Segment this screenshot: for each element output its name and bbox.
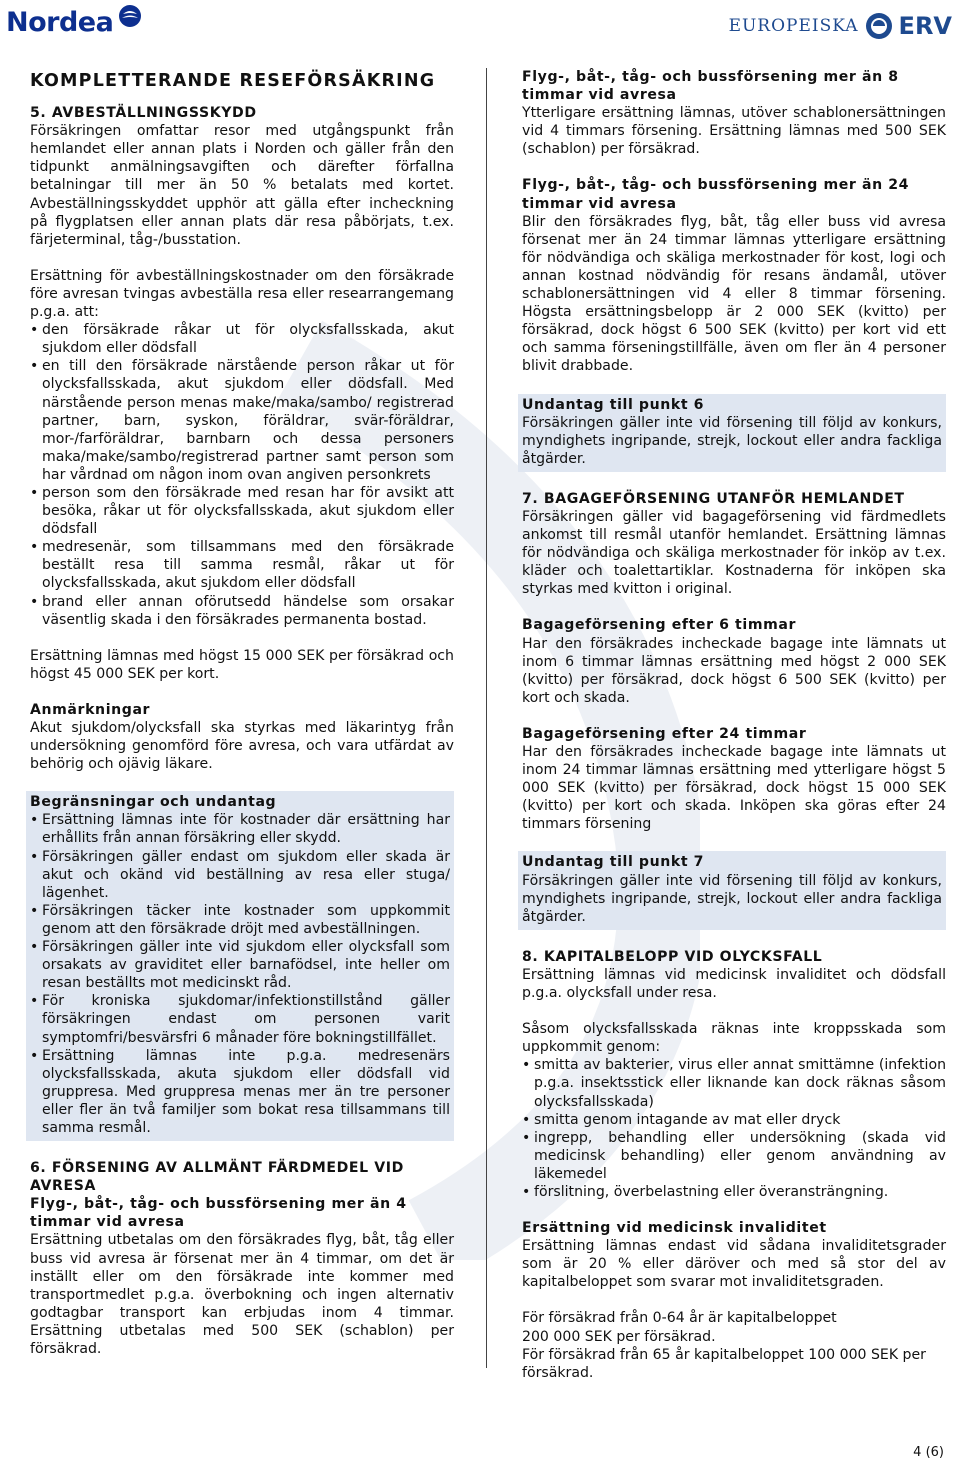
section-8-list (522, 1056, 946, 1201)
limitations-heading: Begränsningar och undantag (30, 794, 277, 811)
section-6-subheading: Flyg-, båt-, tåg- och bussförsening mer än 4 timmar vid avresa (30, 1196, 407, 1231)
capital-line-3: För försäkrad från 65 år kapitalbeloppet 100 000 SEK per försäkrad. (522, 1346, 926, 1381)
exception-6-heading: Undantag till punkt 6 (522, 396, 705, 413)
baggage-24h-text: Har den försäkrades incheckade bagage inte lämnats ut inom 24 timmar lämnas ersättning med ytterligare högst 5 000 SEK (kvitto) per försäkrad, dock högst 15 000 SEK (kvitto) per kort och skada. Inköpen ska göras efter 24 timmars försening (522, 744, 946, 833)
section-5-intro: Försäkringen omfattar resor med utgångspunkt från hemlandet eller annan plats i Norden och gäller från den tidpunkt anmälningsavgiften och därefter förfallna betalningar till mer än 50 % betalats med kortet. Avbeställningsskyddet upphör att gälla efter incheckning på flygplatsen eller annan plats där resa påbörjats, t.ex. färjeterminal, tåg-/busstation. (30, 123, 454, 248)
section-8-heading: 8. KAPITALBELOPP VID OLYCKSFALL (522, 948, 823, 965)
list-item: • smitta av bakterier, virus eller annat smittämne (infektion p.g.a. insektsstick eller liknande kan dock räknas såsom olycksfallsskada) (522, 1056, 946, 1110)
section-5-list (30, 321, 454, 629)
exception-7-heading: Undantag till punkt 7 (522, 854, 705, 871)
delay-24h-text: Blir den försäkrades flyg, båt, tåg eller buss vid avresa försenat mer än 24 timmar lämnas ytterligare ersättning för nödvändiga och skäliga merkostnader för kost, logi och annan kostnad nödvändig för resans ändamål, utöver schablonersättningen vid 4 eller 8 timmar försening. Högsta ersättningsbelopp är 2 000 SEK (kvitto) per försäkrad, dock högst 6 500 SEK (kvitto) per kort vid ett och samma förseningstillfälle, även om fler än 4 personer blivit drabbade. (522, 213, 946, 375)
erv-wordmark-left: EUROPEISKA (728, 15, 859, 36)
exception-6-text: Försäkringen gäller inte vid försening till följd av konkurs, myndighets ingripande, strejk, lockout eller andra fackliga åtgärder. (522, 414, 942, 467)
section-8-exclusions-intro: Såsom olycksfallsskada räknas inte kroppsskada som uppkommit genom: (522, 1021, 946, 1056)
section-5-heading: 5. AVBESTÄLLNINGSSKYDD (30, 105, 257, 122)
section-6-heading: 6. FÖRSENING AV ALLMÄNT FÄRDMEDEL VID AVRESA (30, 1160, 404, 1195)
list-item: • brand eller annan oförutsedd händelse som orsakar väsentlig skada i den försäkrades permanenta bostad. (30, 593, 454, 629)
section-6-text: Ersättning utbetalas om den försäkrades flyg, båt, tåg eller buss vid avresa är försenat mer än 4 timmar, om det är inställt eller om den försäkrade inte kommer med transportmedlet p.g.a. överbokning och ingen alternativ godtagbar transport kan erbjudas inom 4 timmar. Ersättning utbetalas med 500 SEK (schablon) per försäkrad. (30, 1232, 454, 1357)
list-item: • förslitning, överbelastning eller överansträngning. (522, 1183, 946, 1201)
page-number: 4 (6) (913, 1445, 944, 1460)
baggage-6h-heading: Bagageförsening efter 6 timmar (522, 617, 797, 634)
capital-line-2: 200 000 SEK per försäkrad. (522, 1328, 716, 1345)
nordea-globe-icon (117, 3, 143, 29)
limitations-box (26, 791, 454, 1141)
remarks-text: Akut sjukdom/olycksfall ska styrkas med läkarintyg från undersökning genomförd före avresa, och vara utfärdat av behörig och ojävig läkare. (30, 720, 454, 773)
list-item: • den försäkrade råkar ut för olycksfallsskada, akut sjukdom eller dödsfall (30, 321, 454, 357)
section-5-coverage: Ersättning för avbeställningskostnader om den försäkrade före avresan tvingas avbeställa resa eller researrangemang p.g.a. att: (30, 267, 454, 321)
section-5-limit: Ersättning lämnas med högst 15 000 SEK per försäkrad och högst 45 000 SEK per kort. (30, 647, 454, 682)
capital-line-1: För försäkrad från 0-64 år är kapitalbeloppet (522, 1310, 837, 1327)
delay-8h-heading: Flyg-, båt-, tåg- och bussförsening mer än 8 timmar vid avresa (522, 69, 899, 104)
list-item: • Ersättning lämnas inte för kostnader där ersättning har erhållits från annan försäkring eller skydd. (30, 811, 450, 847)
delay-8h-text: Ytterligare ersättning lämnas, utöver schablonersättningen vid 4 timmars försening. Ersättning lämnas med 500 SEK (schablon) per försäkrad. (522, 105, 946, 158)
erv-globe-icon (864, 11, 894, 41)
exception-6-box (518, 394, 946, 472)
list-item: • Försäkringen täcker inte kostnader som uppkommit genom att den försäkrade dröjt med avbeställningen. (30, 902, 450, 938)
invalidity-heading: Ersättning vid medicinsk invaliditet (522, 1220, 827, 1237)
left-column (30, 68, 454, 1358)
page-title: KOMPLETTERANDE RESEFÖRSÄKRING (30, 71, 436, 91)
list-item: • Ersättning lämnas inte p.g.a. medresenärs olycksfallsskada, akuta sjukdom eller dödsfall vid gruppresa. Med gruppresa menas mer än tre personer eller fler än två familjer som bokat resa tillsammans till samma resmål. (30, 1047, 450, 1137)
section-7-heading: 7. BAGAGEFÖRSENING UTANFÖR HEMLANDET (522, 490, 905, 507)
list-item: • ingrepp, behandling eller undersökning (skada vid medicinsk behandling) eller genom användning av läkemedel (522, 1129, 946, 1183)
list-item: • en till den försäkrade närstående person råkar ut för olycksfallsskada, akut sjukdom eller dödsfall. Med närstående person menas make/maka/sambo/ registrerad partner, barn, syskon, föräldrar, svär-föräldrar, mor-/farföräldrar, barnbarn och dessa personers maka/make/sambo/registrerad partner samt person som har vårdnad om någon inom ovan angiven personkrets (30, 357, 454, 484)
nordea-wordmark: Nordea (6, 6, 114, 38)
list-item: • person som den försäkrade med resan har för avsikt att besöka, råkar ut för olycksfallsskada, akut sjukdom eller dödsfall (30, 484, 454, 538)
column-divider (486, 68, 487, 1368)
erv-logo (729, 8, 952, 44)
list-item: • Försäkringen gäller endast om sjukdom eller skada är akut och okänd vid beställning av resa eller stuga/ lägenhet. (30, 848, 450, 902)
list-item: • smitta genom intagande av mat eller dryck (522, 1111, 946, 1129)
section-7-text: Försäkringen gäller vid bagageförsening vid färdmedlets ankomst till resmål utanför hemlandet. Ersättning lämnas för nödvändiga och skäliga merkostnader för inköp av t.ex. kläder och toalettartiklar. Kostnaderna för inköpen ska styrkas med kvitton i original. (522, 508, 946, 598)
section-8-text: Ersättning lämnas vid medicinsk invaliditet och dödsfall p.g.a. olycksfall under resa. (522, 966, 946, 1002)
delay-24h-heading: Flyg-, båt-, tåg- och bussförsening mer än 24 timmar vid avresa (522, 177, 910, 212)
baggage-24h-heading: Bagageförsening efter 24 timmar (522, 725, 807, 742)
list-item: • För kroniska sjukdomar/infektionstillstånd gäller försäkringen endast om personen varit symptomfri/besvärsfri 6 månader före bokningstillfället. (30, 992, 450, 1046)
nordea-logo (6, 2, 143, 44)
right-column (522, 68, 946, 1382)
list-item: • medresenär, som tillsammans med den försäkrade beställt resa till samma resmål, råkar ut för olycksfallsskada, akut sjukdom eller dödsfall (30, 538, 454, 592)
baggage-6h-text: Har den försäkrades incheckade bagage inte lämnats ut inom 6 timmar lämnas ersättning med högst 2 000 SEK (kvitto) per försäkrad, dock högst 6 500 SEK (kvitto) per kort och skada. (522, 635, 946, 706)
exception-7-box (518, 851, 946, 929)
invalidity-text: Ersättning lämnas endast vid sådana invaliditetsgrader som är 20 % eller däröver och med så stor del av kapitalbeloppet som svarar mot invaliditetsgraden. (522, 1238, 946, 1291)
limitations-list (30, 811, 450, 1137)
erv-wordmark-right: ERV (898, 11, 952, 40)
page-header (0, 0, 960, 50)
remarks-heading: Anmärkningar (30, 701, 151, 718)
exception-7-text: Försäkringen gäller inte vid försening till följd av konkurs, myndighets ingripande, strejk, lockout eller andra fackliga åtgärder. (522, 872, 942, 925)
list-item: • Försäkringen gäller inte vid sjukdom eller olycksfall som orsakats av graviditet eller barnafödsel, inte heller om resan beställts mot medicinskt råd. (30, 938, 450, 992)
